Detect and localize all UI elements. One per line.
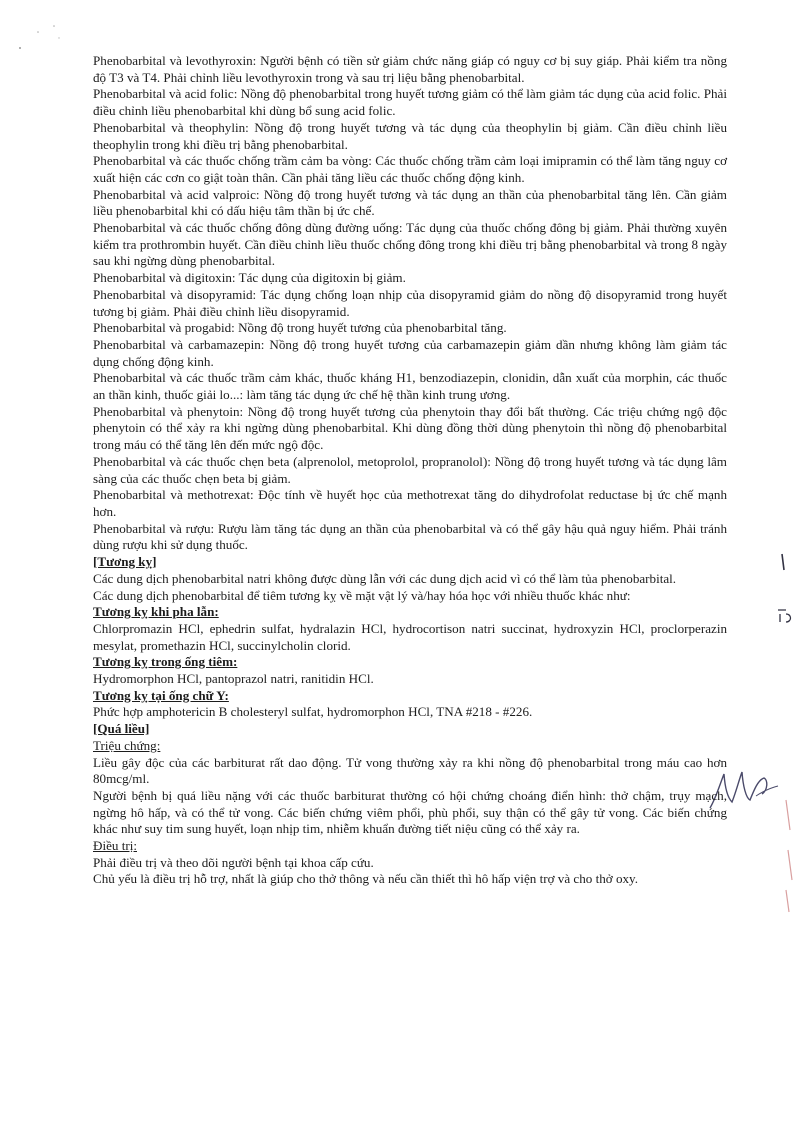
overdose-heading: [Quá liều] bbox=[93, 721, 150, 737]
document-body bbox=[93, 53, 727, 888]
interaction-valproic-acid: Phenobarbital và acid valproic: Nồng độ trong huyết tương và tác dụng an thần của phenobarbital tăng lên. Cần giảm liều phenobarbital khi có dấu hiệu tâm thần bị ức chế. bbox=[93, 186, 727, 219]
y-site-incompatibility-list: Phức hợp amphotericin B cholesteryl sulfat, hydromorphon HCl, TNA #218 - #226. bbox=[93, 704, 533, 720]
interaction-cns-depressants: Phenobarbital và các thuốc trầm cảm khác, thuốc kháng H1, benzodiazepin, clonidin, dẫn xuất của morphin, các thuốc an thần kinh, thuốc giải lo...: làm tăng tác dụng ức chế hệ thần kinh trung ương. bbox=[93, 370, 727, 403]
incompatibility-heading: [Tương kỵ] bbox=[93, 554, 157, 570]
interaction-progabid: Phenobarbital và progabid: Nồng độ trong huyết tương của phenobarbital tăng. bbox=[93, 320, 507, 336]
interaction-oral-anticoagulants: Phenobarbital và các thuốc chống đông dùng đường uống: Tác dụng của thuốc chống đông bị giảm. Phải thường xuyên kiểm tra prothrombin huyết. Cần điều chỉnh liều thuốc chống đông trong khi điều trị bằng phenobarbital và trong 8 ngày sau khi ngừng dùng phenobarbital. bbox=[93, 220, 727, 269]
interaction-digitoxin: Phenobarbital và digitoxin: Tác dụng của digitoxin bị giảm. bbox=[93, 270, 406, 286]
interaction-methotrexat: Phenobarbital và methotrexat: Độc tính về huyết học của methotrexat tăng do dihydrofolat reductase bị ức chế mạnh hơn. bbox=[93, 487, 727, 519]
mixing-incompatibility-heading: Tương kỵ khi pha lẫn: bbox=[93, 604, 219, 620]
scan-specks bbox=[14, 20, 64, 60]
interaction-levothyroxin: Phenobarbital và levothyroxin: Người bệnh có tiền sử giảm chức năng giáp có nguy cơ bị suy giáp. Phải kiểm tra nồng độ T3 và T4. Phải chỉnh liều levothyroxin trong và sau trị liệu bằng phenobarbital. bbox=[93, 53, 727, 85]
interaction-acid-folic: Phenobarbital và acid folic: Nồng độ phenobarbital trong huyết tương giảm có thể làm giảm tác dụng của acid folic. Phải điều chỉnh liều phenobarbital khi dùng bổ sung acid folic. bbox=[93, 86, 727, 119]
symptoms-heading: Triệu chứng: bbox=[93, 737, 161, 753]
interaction-disopyramid: Phenobarbital và disopyramid: Tác dụng chống loạn nhịp của disopyramid giảm do nồng độ disopyramid trong huyết tương bị giảm. Phải điều chỉnh liều disopyramid. bbox=[93, 286, 727, 319]
incompatibility-acid-note: Các dung dịch phenobarbital natri không được dùng lẫn với các dung dịch acid vì có thể làm tủa phenobarbital. bbox=[93, 570, 677, 586]
symptoms-severe-overdose: Người bệnh bị quá liều nặng với các thuốc barbiturat thường có hội chứng choáng điển hình: thở chậm, trụy mạch, ngừng hô hấp, và có thể tử vong. Các biến chứng viêm phổi, phù phổi, suy thận có thể gây tử vong. Các biến chứng khác như suy tim sung huyết, loạn nhịp tim, nhiễm khuẩn đường tiết niệu cũng có thể xảy ra. bbox=[93, 787, 727, 837]
interaction-beta-blockers: Phenobarbital và các thuốc chẹn beta (alprenolol, metoprolol, propranolol): Nồng độ trong huyết tương và tác dụng lâm sàng của các thuốc chẹn beta bị giảm. bbox=[93, 453, 727, 486]
interaction-alcohol: Phenobarbital và rượu: Rượu làm tăng tác dụng an thần của phenobarbital và có thể gây hậu quả nguy hiểm. Phải tránh dùng rượu khi sử dụng thuốc. bbox=[93, 520, 727, 553]
interaction-phenytoin: Phenobarbital và phenytoin: Nồng độ trong huyết tương của phenytoin thay đổi bất thường. Các triệu chứng ngộ độc phenytoin có thể xảy ra khi ngừng dùng phenobarbital. Khi dùng đồng thời dùng phenytoin thì nồng độ phenobarbital trong máu có thể tăng lên đến mức ngộ độc. bbox=[93, 403, 727, 453]
symptoms-toxic-dose: Liều gây độc của các barbiturat rất dao động. Tử vong thường xảy ra khi nồng độ phenobarbital trong máu cao hơn 80mcg/ml. bbox=[93, 754, 727, 787]
interaction-tricyclic-antidepressants: Phenobarbital và các thuốc chống trầm cảm ba vòng: Các thuốc chống trầm cảm loại imipramin có thể làm tăng nguy cơ xuất hiện các cơn co giật toàn thân. Cần phải tăng liều các thuốc chống động kinh. bbox=[93, 153, 727, 185]
y-site-incompatibility-heading: Tương kỵ tại ống chữ Y: bbox=[93, 687, 229, 703]
margin-edge-marks bbox=[772, 548, 800, 628]
syringe-incompatibility-heading: Tương kỵ trong ống tiêm: bbox=[93, 654, 238, 670]
treatment-heading: Điều trị: bbox=[93, 838, 137, 854]
interaction-theophylin: Phenobarbital và theophylin: Nồng độ trong huyết tương và tác dụng của theophylin bị giảm. Cần điều chỉnh liều theophylin trong khi điều trị bằng phenobarbital. bbox=[93, 119, 727, 152]
mixing-incompatibility-list: Chlorpromazin HCl, ephedrin sulfat, hydralazin HCl, hydrocortison natri succinat, hydroxyzin HCl, proclorperazin mesylat, promethazin HCl, succinylcholin clorid. bbox=[93, 620, 727, 653]
stamp-trace bbox=[780, 790, 800, 920]
incompatibility-general-note: Các dung dịch phenobarbital để tiêm tương kỵ về mặt vật lý và/hay hóa học với nhiều thuốc khác như: bbox=[93, 587, 631, 603]
syringe-incompatibility-list: Hydromorphon HCl, pantoprazol natri, ranitidin HCl. bbox=[93, 671, 374, 687]
interaction-carbamazepin: Phenobarbital và carbamazepin: Nồng độ trong huyết tương của carbamazepin giảm dần nhưng không làm giảm tác dụng chống động kinh. bbox=[93, 336, 727, 369]
treatment-supportive: Chủ yếu là điều trị hỗ trợ, nhất là giúp cho thở thông và nếu cần thiết thì hô hấp viện trợ và cho thở oxy. bbox=[93, 871, 639, 887]
treatment-emergency: Phải điều trị và theo dõi người bệnh tại khoa cấp cứu. bbox=[93, 854, 374, 870]
